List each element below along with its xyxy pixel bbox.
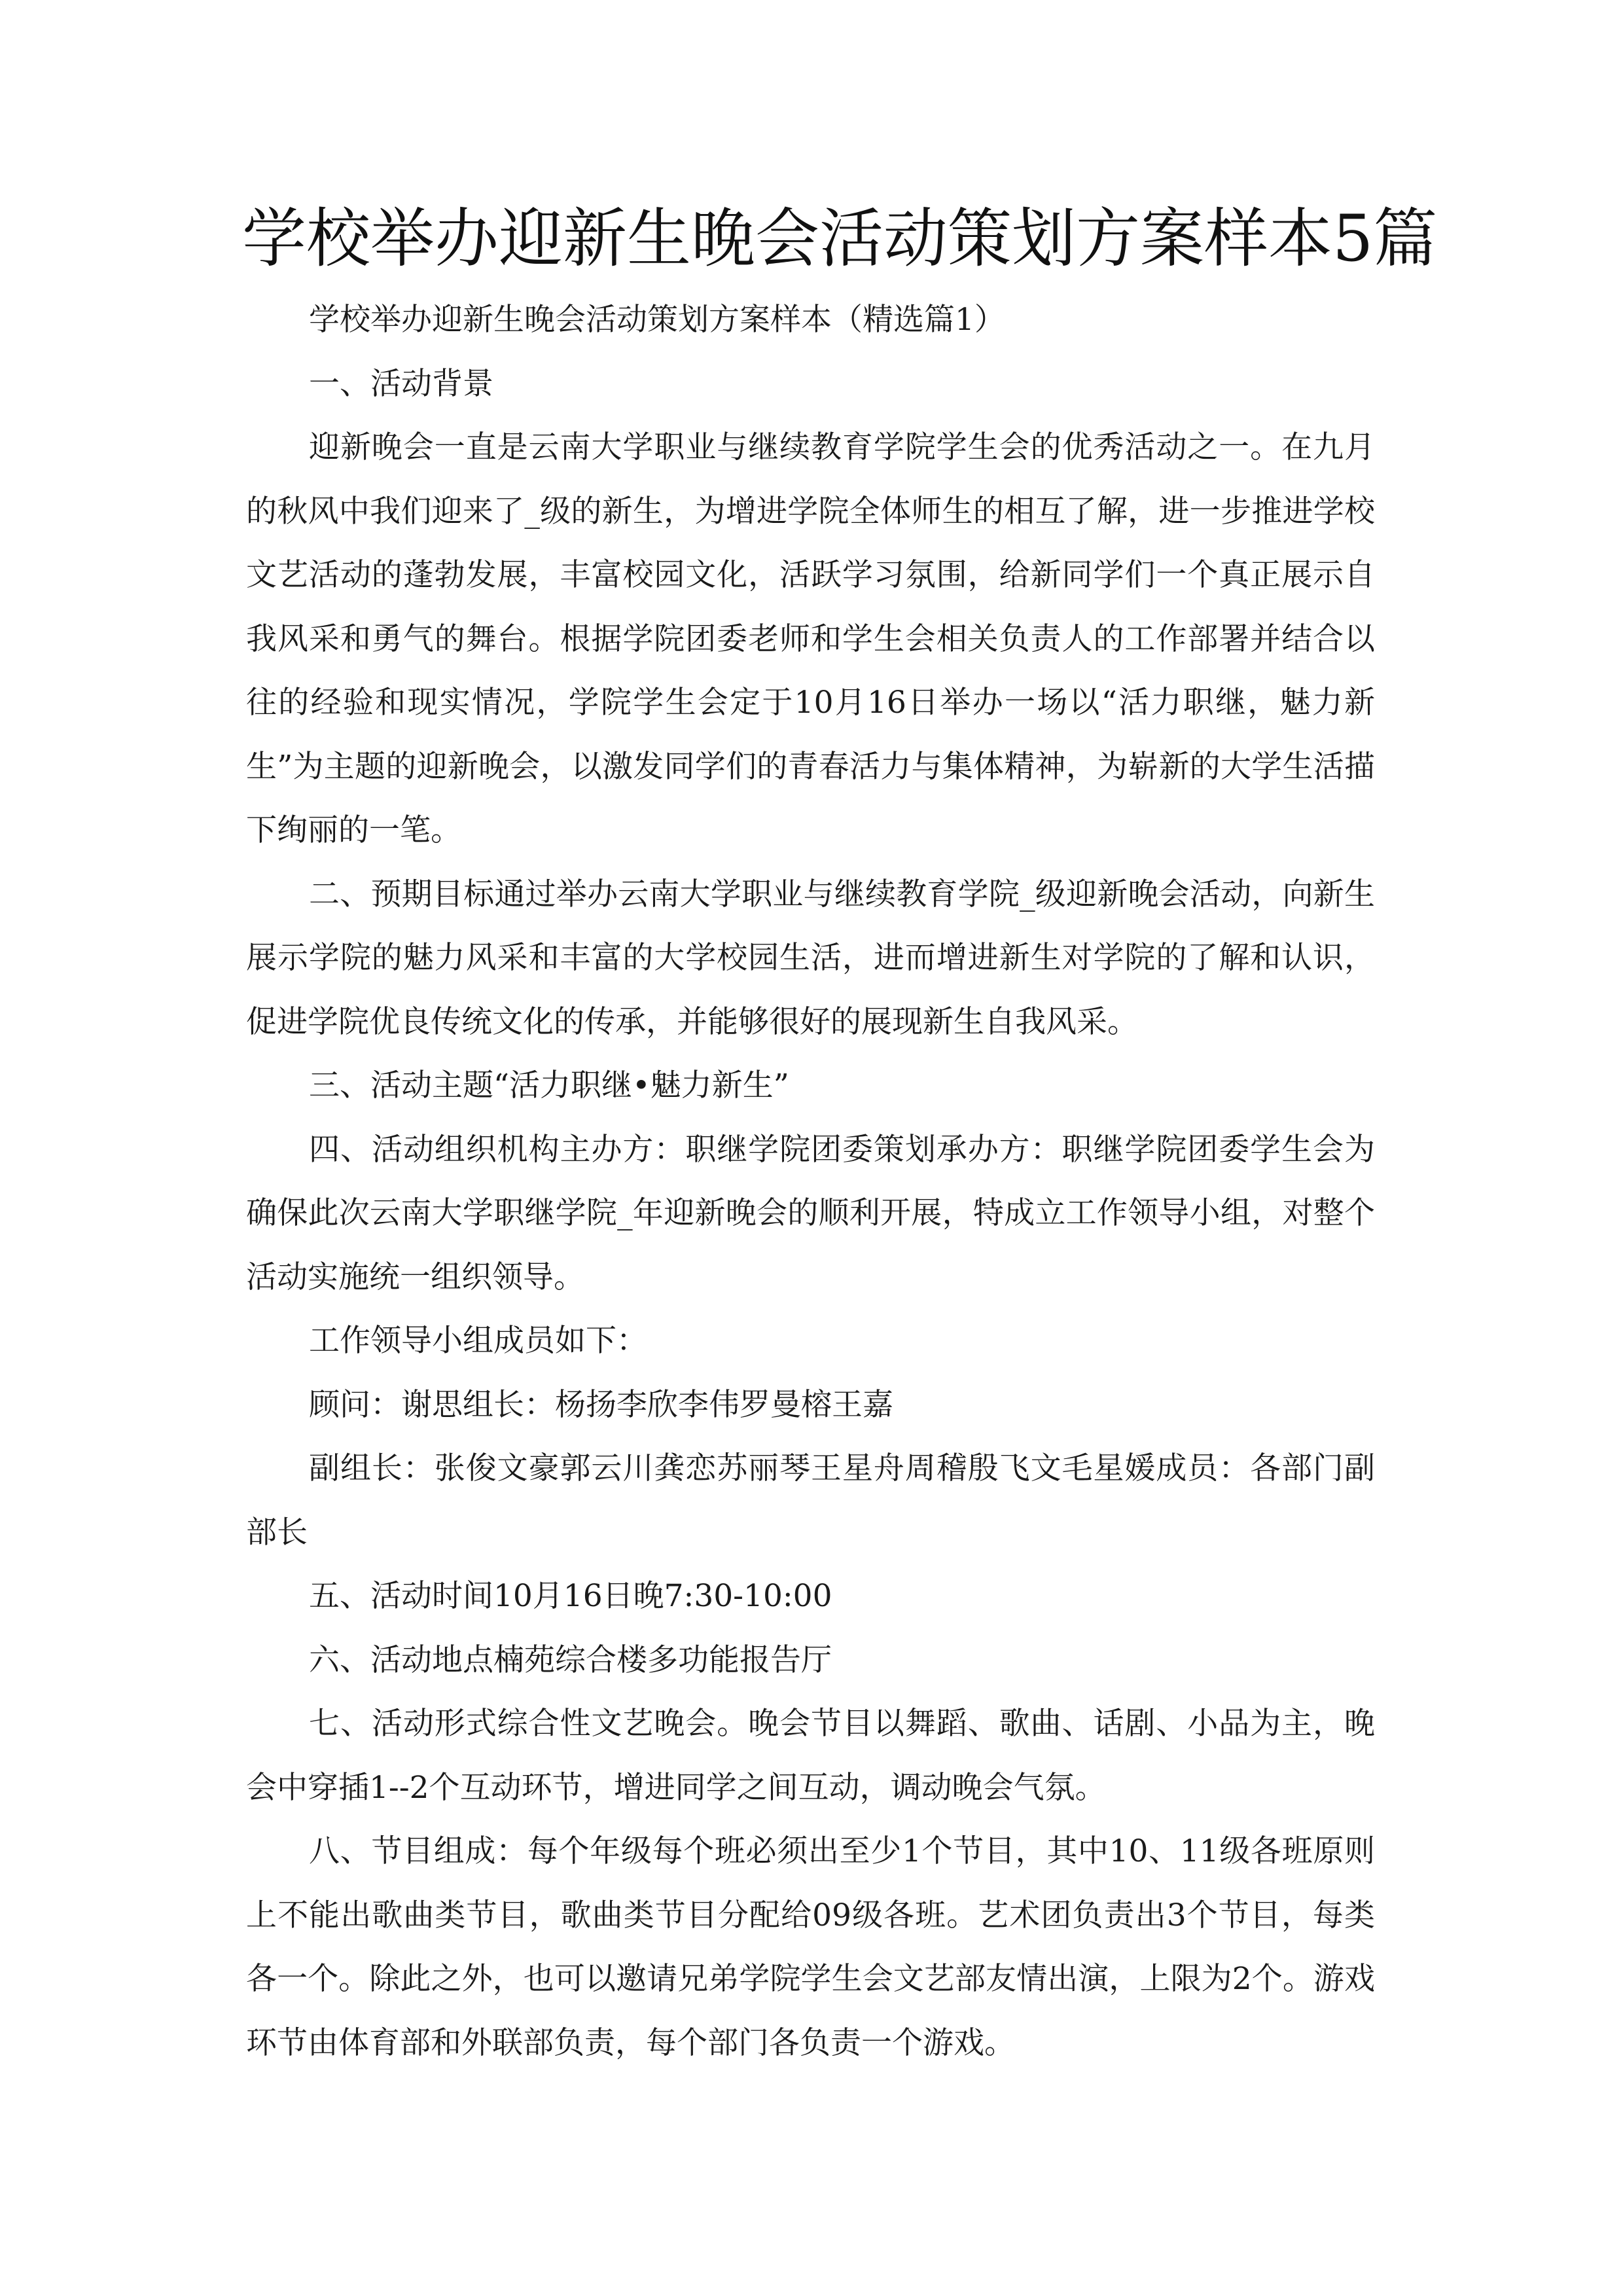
paragraph-advisors: 顾问：谢思组长：杨扬李欣李伟罗曼榕王嘉 — [309, 1386, 893, 1423]
paragraph-location: 六、活动地点楠苑综合楼多功能报告厅 — [309, 1641, 832, 1678]
paragraph-members-intro: 工作领导小组成员如下： — [309, 1323, 647, 1359]
paragraph-organization: 四、活动组织机构主办方：职继学院团委策划承办方：职继学院团委学生会为确保此次云南大学职继学院_年迎新晚会的顺利开展，特成立工作领导小组，对整个活动实施统一组织领导。 — [246, 1131, 1375, 1295]
paragraph-vice-leaders: 副组长：张俊文豪郭云川龚恋苏丽琴王星舟周稽殷飞文毛星媛成员：各部门副部长 — [246, 1450, 1375, 1551]
paragraph-theme: 三、活动主题“活力职继•魅力新生” — [309, 1067, 789, 1103]
document-body — [246, 288, 1375, 2075]
paragraph-format: 七、活动形式综合性文艺晚会。晚会节目以舞蹈、歌曲、话剧、小品为主，晚会中穿插1--2个互动环节，增进同学之间互动，调动晚会气氛。 — [246, 1706, 1375, 1806]
paragraph-goals: 二、预期目标通过举办云南大学职业与继续教育学院_级迎新晚会活动，向新生展示学院的魅力风采和丰富的大学校园生活，进而增进新生对学院的了解和认识，促进学院优良传统文化的传承，并能够很好的展现新生自我风采。 — [246, 876, 1375, 1040]
section-subtitle: 学校举办迎新生晚会活动策划方案样本（精选篇1） — [309, 302, 1005, 338]
document-title: 学校举办迎新生晚会活动策划方案样本5篇 — [242, 202, 1438, 276]
paragraph-program: 八、节目组成：每个年级每个班必须出至少1个节目，其中10、11级各班原则上不能出歌曲类节目，歌曲类节目分配给09级各班。艺术团负责出3个节目，每类各一个。除此之外，也可以邀请兄弟学院学生会文艺部友情出演，上限为2个。游戏环节由体育部和外联部负责，每个部门各负责一个游戏。 — [246, 1833, 1375, 2061]
paragraph-time: 五、活动时间10月16日晚7:30-10:00 — [309, 1578, 832, 1614]
paragraph-background: 迎新晚会一直是云南大学职业与继续教育学院学生会的优秀活动之一。在九月的秋风中我们迎来了_级的新生，为增进学院全体师生的相互了解，进一步推进学校文艺活动的蓬勃发展，丰富校园文化，活跃学习氛围，给新同学们一个真正展示自我风采和勇气的舞台。根据学院团委老师和学生会相关负责人的工作部署并结合以往的经验和现实情况，学院学生会定于10月16日举办一场以“活力职继，魅力新生”为主题的迎新晚会，以激发同学们的青春活力与集体精神，为崭新的大学生活描下绚丽的一笔。 — [246, 429, 1375, 848]
heading-background: 一、活动背景 — [309, 365, 493, 402]
